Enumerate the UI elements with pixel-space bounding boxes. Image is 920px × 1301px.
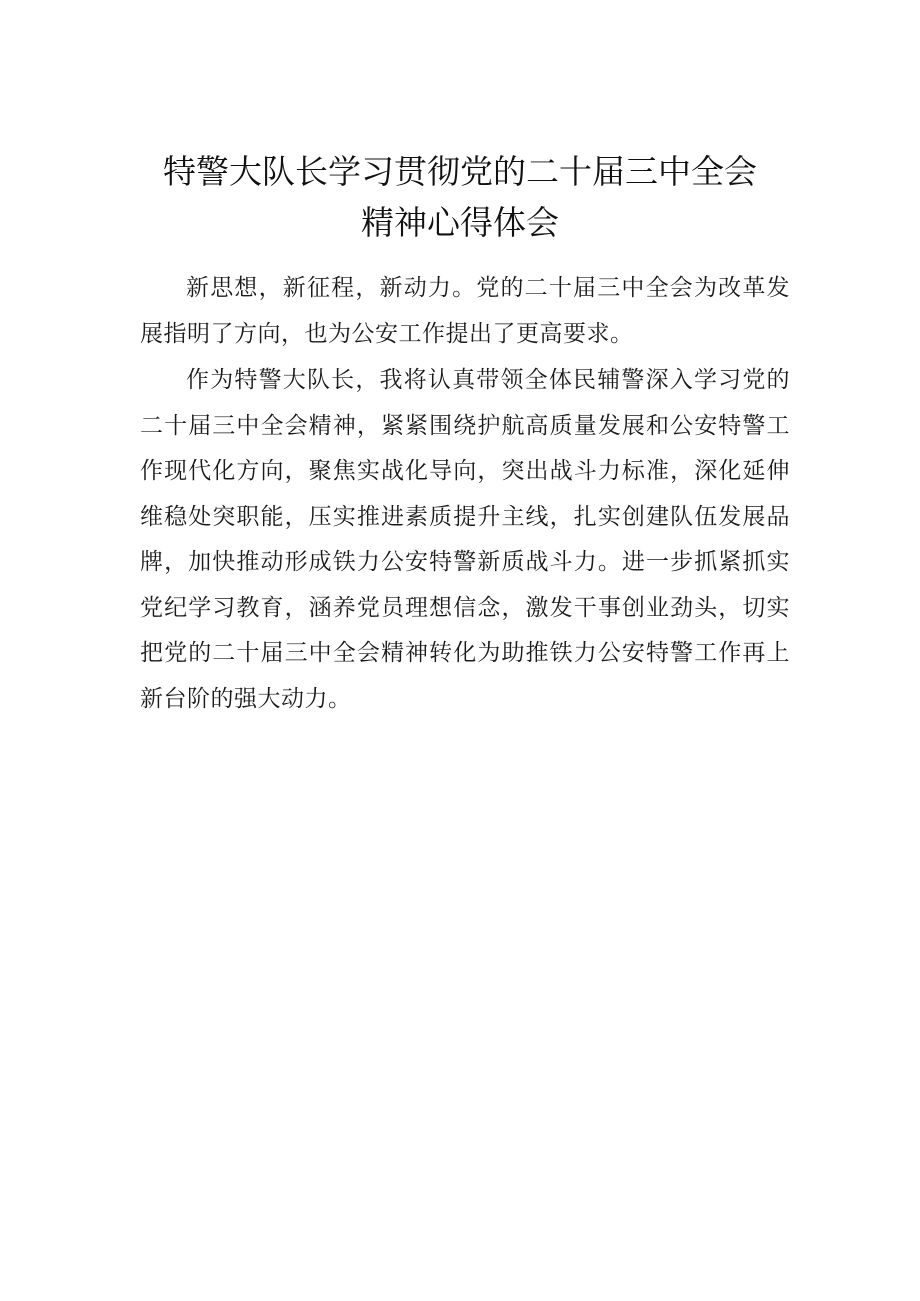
document-title-line-2: 精神心得体会 xyxy=(361,203,559,242)
document-title-line-1: 特警大队长学习贯彻党的二十届三中全会 xyxy=(163,152,757,191)
paragraph-2: 作为特警大队长，我将认真带领全体民辅警深入学习党的二十届三中全会精神，紧紧围绕护航高质量发展和公安特警工作现代化方向，聚焦实战化导向，突出战斗力标准，深化延伸维稳处突职能，压实推进素质提升主线，扎实创建队伍发展品牌，加快推动形成铁力公安特警新质战斗力。进一步抓紧抓实党纪学习教育，涵养党员理想信念，激发干事创业劲头，切实把党的二十届三中全会精神转化为助推铁力公安特警工作再上新台阶的强大动力。 xyxy=(140,367,790,712)
paragraph-1: 新思想，新征程，新动力。党的二十届三中全会为改革发展指明了方向，也为公安工作提出了更高要求。 xyxy=(140,275,790,347)
